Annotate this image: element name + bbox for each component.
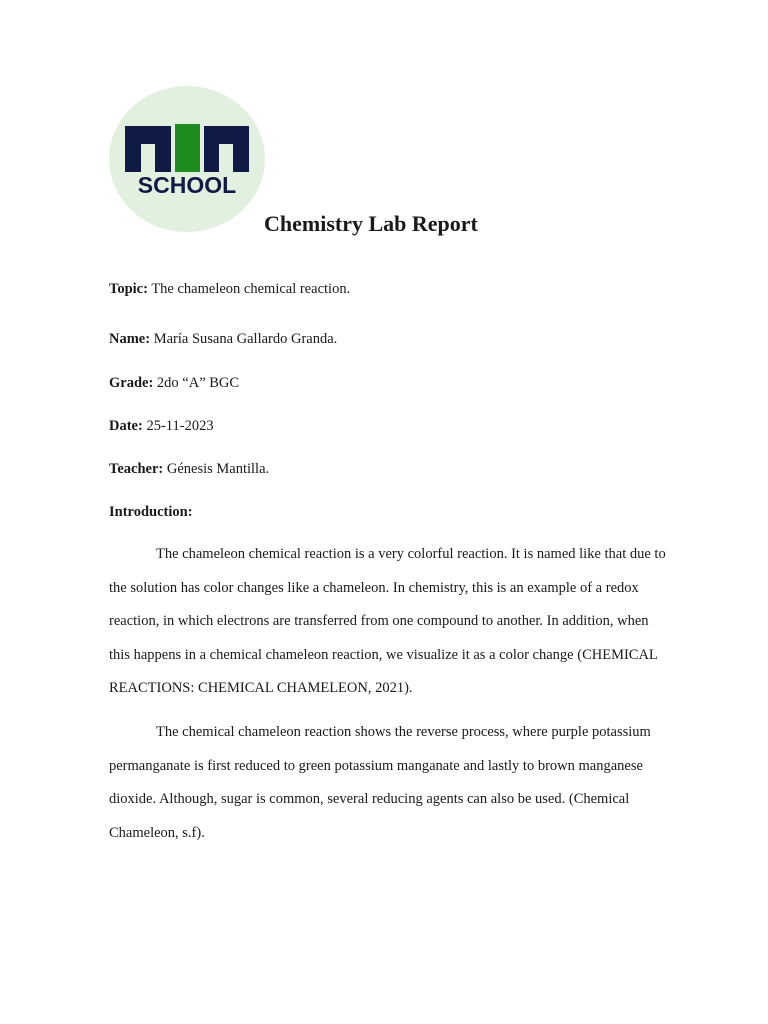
- name-label: Name:: [109, 331, 151, 347]
- grade-field: [109, 374, 239, 392]
- teacher-field: [109, 460, 269, 478]
- date-field: [109, 417, 214, 435]
- grade-value: 2do “A” BGC: [156, 375, 240, 391]
- teacher-label: Teacher:: [109, 461, 164, 477]
- date-label: Date:: [109, 418, 143, 434]
- intro-paragraph-1: The chameleon chemical reaction is a very colorful reaction. It is named like that due to the solution has color changes like a chameleon. In chemistry, this is an example of a redox reaction, in which electrons are transferred from one compound to another. In addition, when this happens in a chemical chameleon reaction, we visualize it as a color change (CHEMICAL REACTIONS: CHEMICAL CHAMELEON, 2021).: [109, 546, 666, 697]
- intro-paragraph-2: The chemical chameleon reaction shows the reverse process, where purple potassium permanganate is first reduced to green potassium manganate and lastly to brown manganese dioxide. Although, sugar is common, several reducing agents can also be used. (Chemical Chameleon, s.f).: [109, 724, 651, 841]
- teacher-value: Génesis Mantilla.: [166, 461, 270, 477]
- name-field: [109, 330, 337, 348]
- date-value: 25-11-2023: [146, 418, 214, 434]
- introduction-heading: Introduction:: [109, 504, 193, 520]
- logo-green-bar: [175, 124, 200, 172]
- report-title: Chemistry Lab Report: [264, 211, 478, 236]
- logo-text: SCHOOL: [137, 172, 237, 198]
- topic-value: The chameleon chemical reaction.: [151, 281, 351, 297]
- topic-field: [109, 280, 350, 298]
- name-value: María Susana Gallardo Granda.: [153, 331, 338, 347]
- grade-label: Grade:: [109, 375, 154, 391]
- topic-label: Topic:: [109, 281, 148, 297]
